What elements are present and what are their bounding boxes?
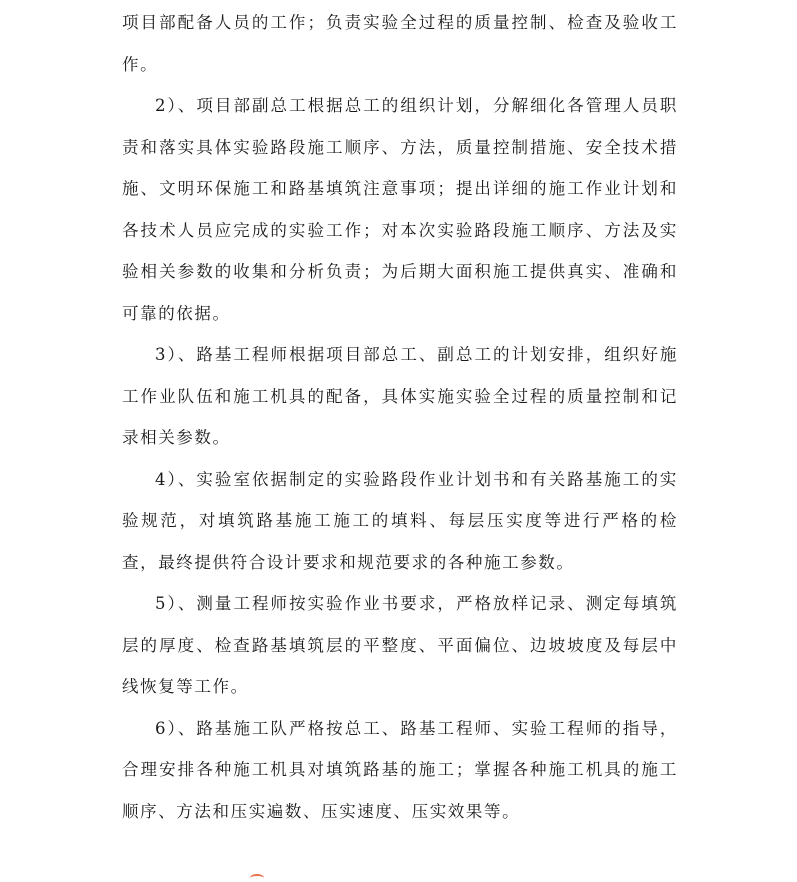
paragraph-item-5: 5）、测量工程师按实验作业书要求，严格放样记录、测定每填筑层的厚度、检查路基填筑层的平整度、平面偏位、边坡坡度及每层中线恢复等工作。 <box>122 594 678 696</box>
paragraph-item-2: 2）、项目部副总工根据总工的组织计划，分解细化各管理人员职责和落实具体实验路段施工顺序、方法，质量控制措施、安全技术措施、文明环保施工和路基填筑注意事项；提出详细的施工作业计划和各技术人员应完成的实验工作；对本次实验路段施工顺序、方法及实验相关参数的收集和分析负责；为后期大面积施工提供真实、准确和可靠的依据。 <box>122 96 678 323</box>
document-page <box>122 0 678 832</box>
paragraph-continuation: 项目部配备人员的工作；负责实验全过程的质量控制、检查及验收工作。 <box>122 13 678 74</box>
paragraph-item-3: 3）、路基工程师根据项目部总工、副总工的计划安排，组织好施工作业队伍和施工机具的配备，具体实施实验全过程的质量控制和记录相关参数。 <box>122 345 678 447</box>
paragraph-item-6: 6）、路基施工队严格按总工、路基工程师、实验工程师的指导，合理安排各种施工机具对填筑路基的施工；掌握各种施工机具的施工顺序、方法和压实遍数、压实速度、压实效果等。 <box>122 718 678 821</box>
watermark-fragment <box>250 874 264 882</box>
paragraph-item-4: 4）、实验室依据制定的实验路段作业计划书和有关路基施工的实验规范，对填筑路基施工施工的填料、每层压实度等进行严格的检查，最终提供符合设计要求和规范要求的各种施工参数。 <box>122 469 678 572</box>
